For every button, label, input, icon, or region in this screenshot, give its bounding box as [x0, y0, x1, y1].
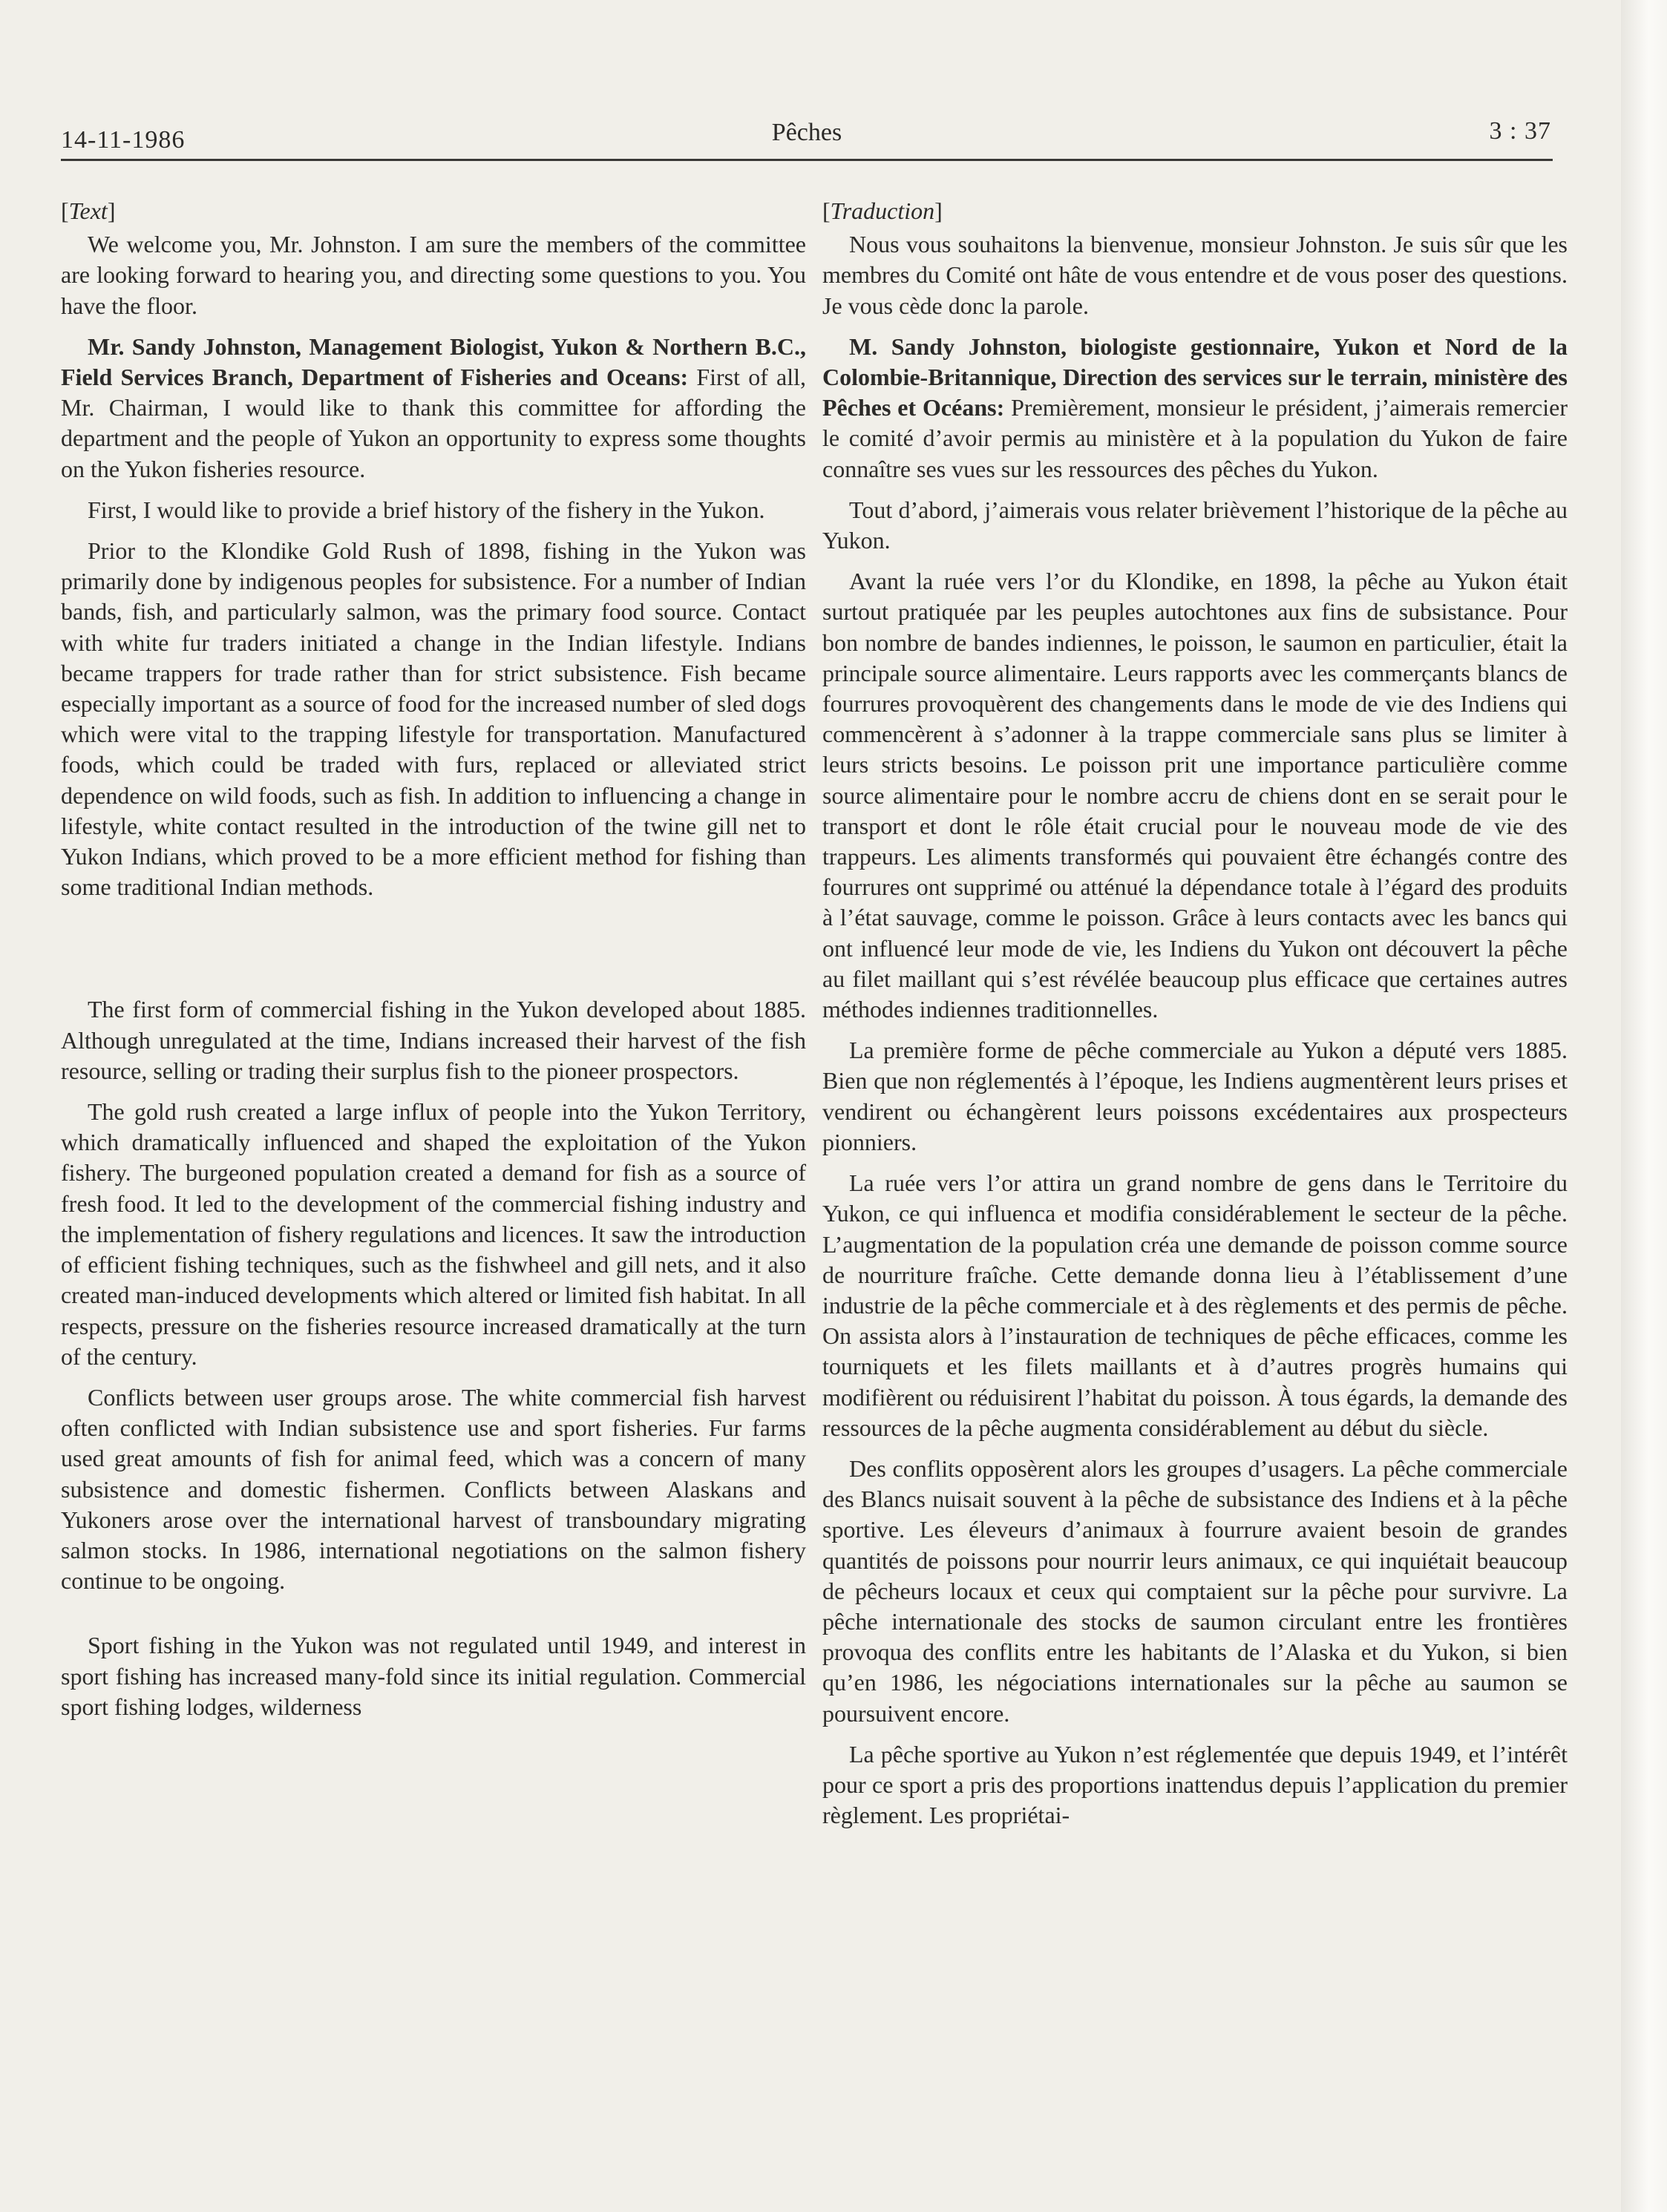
paragraph: La première forme de pêche commerciale au Yukon a député vers 1885. Bien que non réglementés à l’époque, les Indiens augmentèrent leurs prises et vendirent ou échangèrent leurs poissons excédentaires aux prospecteurs pionniers.	[822, 1037, 1568, 1155]
page-edge	[1621, 0, 1667, 2212]
section-label: [Text]	[61, 197, 116, 224]
speaker-name: M. Sandy Johnston, biologiste gestionnaire, Yukon et Nord de la Colombie-Britannique, Direction des services sur le terrain, ministère des Pêches et Océans:	[822, 332, 1568, 421]
speaker-name: Mr. Sandy Johnston, Management Biologist, Yukon & Northern B.C., Field Services Branch, Department of Fisheries and Oceans:	[61, 332, 806, 391]
paragraph: Tout d’abord, j’aimerais vous relater brièvement l’historique de la pêche au Yukon.	[822, 496, 1568, 554]
paragraph: First, I would like to provide a brief history of the fishery in the Yukon.	[88, 496, 765, 523]
english-column	[61, 196, 806, 1733]
header-title: Pêches	[771, 119, 842, 146]
paragraph: The gold rush created a large influx of people into the Yukon Territory, which dramatically influenced and shaped the exploitation of the Yukon fishery. The burgeoned population created a demand for fish as a source of fresh food. It led to the development of the commercial fishing industry and the implementation of fishery regulations and licences. It saw the introduction of efficient fishing techniques, such as the fishwheel and gill nets, and it also created man-induced developments which altered or limited fish habitat. In all respects, pressure on the fisheries resource increased dramatically at the turn of the century.	[61, 1098, 806, 1370]
paragraph: Avant la ruée vers l’or du Klondike, en 1898, la pêche au Yukon était surtout pratiquée par les peuples autochtones aux fins de subsistance. Pour bon nombre de bandes indiennes, le poisson, le saumon en particulier, était la principale source alimentaire. Leurs rapports avec les commerçants blancs de fourrures provoquèrent des changements dans le mode de vie des Indiens qui commencèrent à s’adonner à la trappe commerciale sans plus se limiter à leurs stricts besoins. Le poisson prit une importance particulière comme source alimentaire pour le nombre accru de chiens dont en se serait pour le transport et dont le rôle était crucial pour le nouveau mode de vie des trappeurs. Les aliments transformés qui pouvaient être échangés contre des fourrures ont supprimé ou atténué la dépendance totale à l’égard des produits à l’état sauvage, comme le poisson. Grâce à leurs contacts avec les bancs qui ont influencé leur mode de vie, les Indiens du Yukon ont découvert la pêche au filet maillant qui s’est révélée beaucoup plus efficace que certaines autres méthodes indiennes traditionnelles.	[822, 568, 1568, 1023]
paragraph: The first form of commercial fishing in the Yukon developed about 1885. Although unregulated at the time, Indians increased their harvest of the fish resource, selling or trading their surplus fish to the pioneer prospectors.	[61, 996, 806, 1084]
header-date: 14-11-1986	[61, 126, 186, 154]
paragraph: M. Sandy Johnston, biologiste gestionnaire, Yukon et Nord de la Colombie-Britannique, Direction des services sur le terrain, ministère des Pêches et Océans: Premièrement, monsieur le président, j’aimerais remercier le comité d’avoir permis au ministère et à la population du Yukon de faire connaître ses vues sur les ressources des pêches du Yukon.	[822, 332, 1568, 482]
section-label: [Traduction]	[822, 197, 943, 224]
page-header	[61, 117, 1553, 161]
paragraph: Prior to the Klondike Gold Rush of 1898, fishing in the Yukon was primarily done by indigenous peoples for subsistence. For a number of Indian bands, fish, and particularly salmon, was the primary food source. Contact with white fur traders initiated a change in the Indian lifestyle. Indians became trappers for trade rather than for strict subsistence. Fish became especially important as a source of food for the increased number of sled dogs which were vital to the trapping lifestyle for transportation. Manufactured foods, which could be traded with furs, replaced or alleviated strict dependence on wild foods, such as fish. In addition to influencing a change in lifestyle, white contact resulted in the introduction of the twine gill net to Yukon Indians, which proved to be a more efficient method for fishing than some traditional Indian methods.	[61, 537, 806, 901]
paragraph: Sport fishing in the Yukon was not regulated until 1949, and interest in sport fishing has increased many-fold since its initial regulation. Commercial sport fishing lodges, wilderness	[61, 1632, 806, 1720]
paragraph: Conflicts between user groups arose. The white commercial fish harvest often conflicted with Indian subsistence use and sport fisheries. Fur farms used great amounts of fish for animal feed, which was a concern of many subsistence and domestic fishermen. Conflicts between Alaskans and Yukoners arose over the international harvest of transboundary migrating salmon stocks. In 1986, international negotiations on the salmon fishery continue to be ongoing.	[61, 1383, 806, 1595]
paragraph: La pêche sportive au Yukon n’est réglementée que depuis 1949, et l’intérêt pour ce sport a pris des proportions inattendus depuis l’application du premier règlement. Les propriétai-	[822, 1740, 1568, 1829]
paragraph: Nous vous souhaitons la bienvenue, monsieur Johnston. Je suis sûr que les membres du Comité ont hâte de vous entendre et de vous poser des questions. Je vous cède donc la parole.	[822, 231, 1568, 319]
paragraph: Des conflits opposèrent alors les groupes d’usagers. La pêche commerciale des Blancs nuisait souvent à la pêche de subsistance des Indiens et à la pêche sportive. Les éleveurs d’animaux à fourrure avaient besoin de grandes quantités de poissons pour nourrir leurs animaux, ce qui inquiétait beaucoup de pêcheurs locaux et ceux qui comptaient sur la pêche pour survivre. La pêche internationale des stocks de saumon circulant entre les frontières provoqua des conflits entre les habitants de l’Alaska et du Yukon, si bien qu’en 1986, les négociations internationales sur la pêche au saumon se poursuivent encore.	[822, 1454, 1568, 1727]
header-page-number: 3 : 37	[1489, 117, 1551, 145]
french-column	[822, 196, 1568, 1841]
paragraph: Mr. Sandy Johnston, Management Biologist, Yukon & Northern B.C., Field Services Branch, Department of Fisheries and Oceans: First of all, Mr. Chairman, I would like to thank this committee for affording the department and the people of Yukon an opportunity to express some thoughts on the Yukon fisheries resource.	[61, 332, 807, 482]
paragraph: We welcome you, Mr. Johnston. I am sure the members of the committee are looking forward to hearing you, and directing some questions to you. You have the floor.	[61, 231, 806, 319]
paragraph: La ruée vers l’or attira un grand nombre de gens dans le Territoire du Yukon, ce qui influenca et modifia considérablement le secteur de la pêche. L’augmentation de la population créa une demande de poisson comme source de nourriture fraîche. Cette demande donna lieu à l’établissement d’une industrie de la pêche commerciale et à des règlements et des permis de pêche. On assista alors à l’instauration de techniques de pêche efficaces, comme les tourniquets et les filets maillants et à d’autres progrès humains qui modifièrent ou réduisirent l’habitat du poisson. À tous égards, la demande des ressources de la pêche augmenta considérablement au début du siècle.	[822, 1169, 1568, 1441]
